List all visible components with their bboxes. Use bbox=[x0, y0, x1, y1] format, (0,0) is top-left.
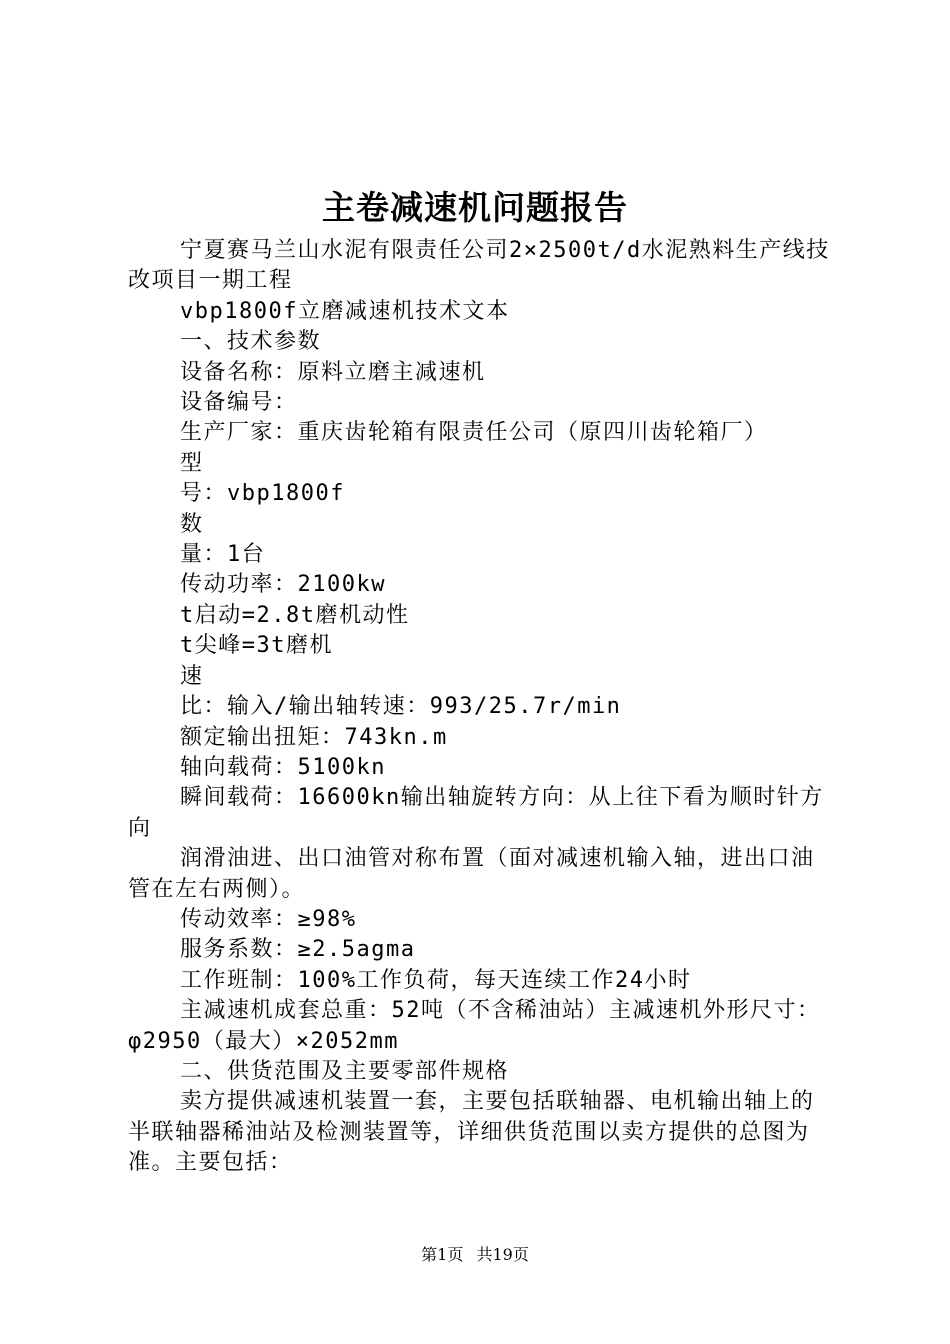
paragraph: 主减速机成套总重：52吨（不含稀油站）主减速机外形尺寸：φ2950（最大）×2052mm bbox=[128, 998, 821, 1054]
paragraph: 量：1台 bbox=[180, 542, 266, 568]
paragraph: 服务系数：≥2.5agma bbox=[180, 937, 416, 963]
paragraph: 宁夏赛马兰山水泥有限责任公司2×2500t/d水泥熟料生产线技改项目一期工程 bbox=[128, 238, 830, 294]
paragraph: 卖方提供减速机装置一套，主要包括联轴器、电机输出轴上的半联轴器稀油站及检测装置等，详细供货范围以卖方提供的总图为准。主要包括： bbox=[128, 1089, 815, 1176]
paragraph: 速 bbox=[180, 663, 204, 689]
paragraph: 传动效率：≥98% bbox=[180, 906, 357, 932]
document-title: 主卷减速机问题报告 bbox=[322, 188, 628, 227]
section-heading: 二、供货范围及主要零部件规格 bbox=[180, 1058, 510, 1084]
paragraph: 数 bbox=[180, 511, 204, 537]
paragraph: 轴向载荷：5100kn bbox=[180, 754, 386, 780]
paragraph: t尖峰=3t磨机 bbox=[180, 633, 333, 659]
paragraph: 生产厂家：重庆齿轮箱有限责任公司（原四川齿轮箱厂） bbox=[180, 420, 768, 446]
paragraph: 润滑油进、出口油管对称布置（面对减速机输入轴，进出口油管在左右两侧）。 bbox=[128, 846, 815, 902]
paragraph: 额定输出扭矩：743kn.m bbox=[180, 724, 448, 750]
paragraph: 比：输入/输出轴转速：993/25.7r/min bbox=[180, 694, 622, 720]
page-number: 第1页 bbox=[421, 1245, 464, 1264]
paragraph: 设备名称：原料立磨主减速机 bbox=[180, 359, 486, 385]
section-heading: 一、技术参数 bbox=[180, 329, 322, 355]
paragraph: vbp1800f立磨减速机技术文本 bbox=[180, 298, 510, 324]
paragraph: 设备编号： bbox=[180, 390, 298, 416]
page-total: 共19页 bbox=[476, 1245, 529, 1264]
paragraph: t启动=2.8t磨机动性 bbox=[180, 602, 410, 628]
page-footer bbox=[0, 1244, 950, 1266]
paragraph: 号：vbp1800f bbox=[180, 481, 345, 507]
paragraph: 工作班制：100%工作负荷，每天连续工作24小时 bbox=[180, 967, 692, 993]
paragraph: 传动功率：2100kw bbox=[180, 572, 386, 598]
paragraph: 型 bbox=[180, 450, 204, 476]
paragraph: 瞬间载荷：16600kn输出轴旋转方向：从上往下看为顺时针方向 bbox=[128, 785, 824, 841]
document-body bbox=[128, 236, 834, 1179]
